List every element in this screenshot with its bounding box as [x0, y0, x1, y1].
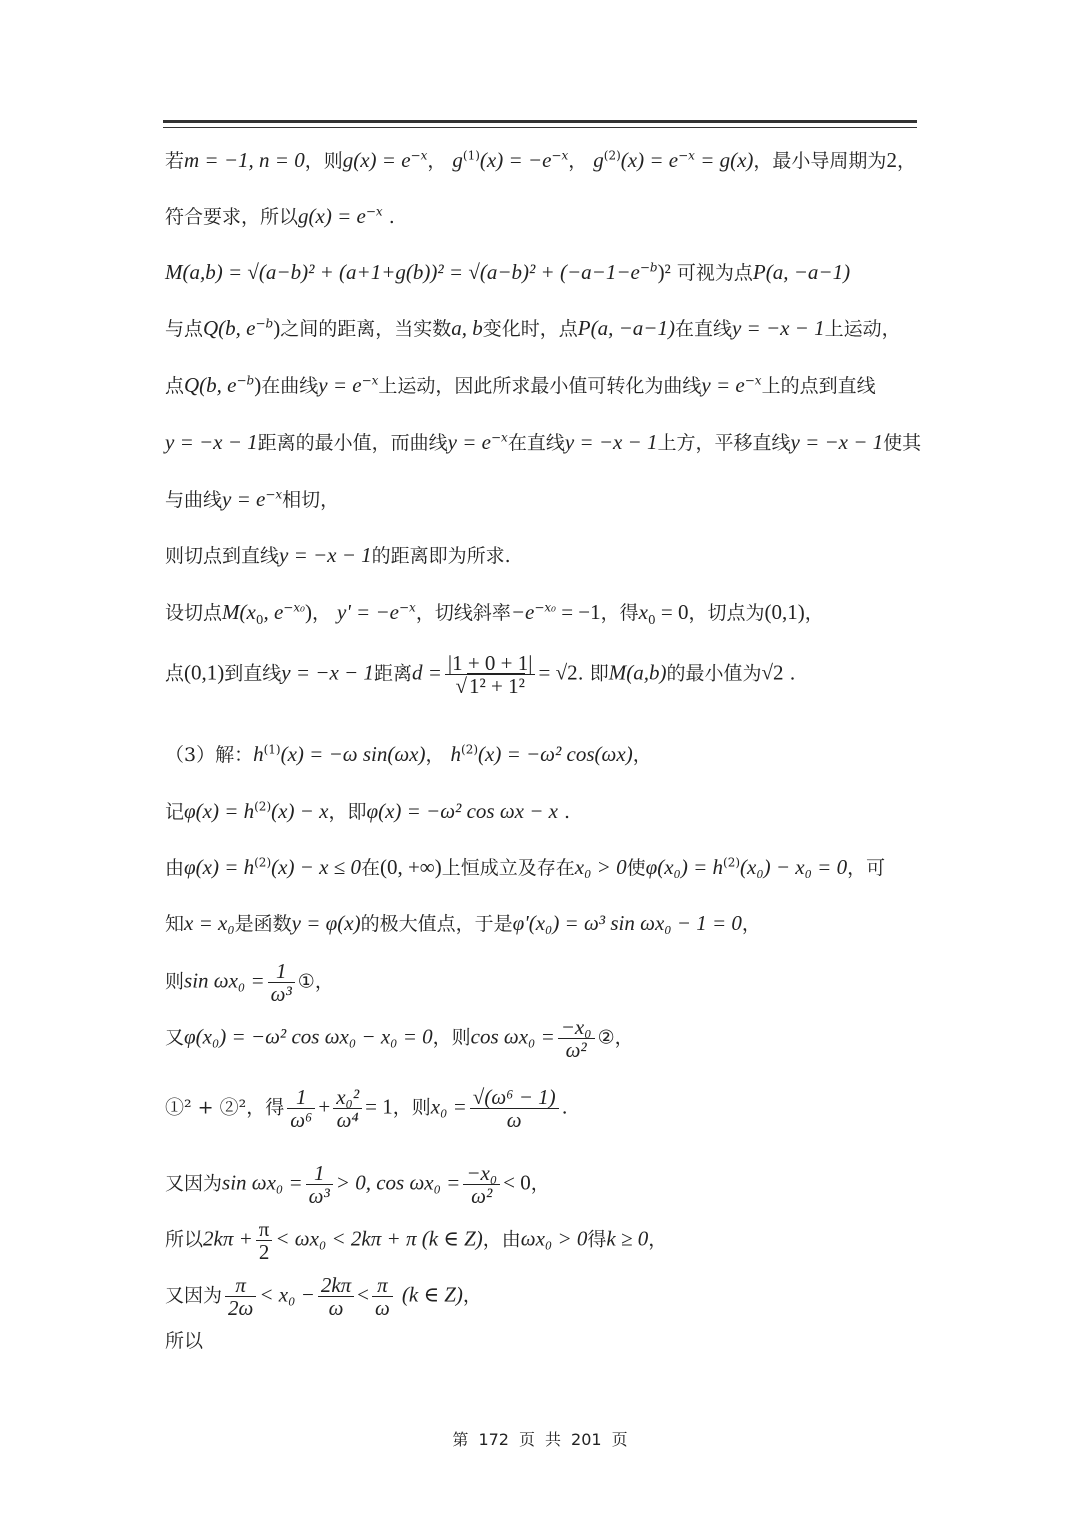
text: ，	[648, 1228, 668, 1251]
text-line-13	[165, 852, 920, 883]
exponent: −x	[678, 148, 695, 163]
text: 所以	[165, 1330, 204, 1352]
math: g(x) = e	[342, 148, 411, 172]
fraction-denominator: 2	[258, 1240, 270, 1264]
math: g(x) = e	[298, 204, 366, 228]
math: Q(b, e	[203, 316, 256, 340]
math: , e	[263, 600, 284, 624]
text: 则	[165, 970, 185, 993]
fraction-denominator: ω⁴	[336, 1108, 359, 1132]
math: (x) = −ω² cos(ωx)	[478, 742, 633, 766]
equation-marker: ①	[297, 970, 315, 993]
text: 的极大值点，于是	[360, 913, 513, 935]
math: k ≥ 0	[606, 1226, 649, 1251]
text-line-1	[165, 145, 920, 176]
math: y = e	[701, 373, 745, 397]
text: 上的点到直线	[761, 375, 876, 397]
exponent: −b	[639, 260, 658, 275]
text: ，	[530, 1172, 550, 1195]
text: 则切点到直线	[165, 545, 280, 567]
text: 所以	[165, 1228, 204, 1251]
math: (k ∈ Z)	[401, 1282, 463, 1307]
exponent: −x	[361, 373, 379, 388]
text-line-5	[165, 370, 920, 401]
fraction-numerator: −x₀	[558, 1016, 595, 1039]
text: 与曲线	[165, 489, 223, 511]
text: 符合要求，所以	[165, 206, 299, 228]
text: 又因为	[165, 1284, 223, 1307]
text-line-15	[165, 960, 920, 1005]
math: y = −x − 1	[790, 430, 884, 454]
math: ωx₀ > 0	[520, 1226, 588, 1251]
exponent: −x₀	[283, 600, 305, 615]
footer-text: 第	[452, 1430, 469, 1449]
fraction	[463, 1162, 500, 1207]
text-line-17	[165, 1086, 920, 1131]
text: 点	[165, 662, 185, 685]
text: 上运动，	[824, 318, 901, 340]
math: )²	[657, 260, 671, 284]
text-line-6	[165, 427, 920, 458]
footer-text: 页	[518, 1430, 535, 1449]
text-line-4	[165, 313, 920, 344]
text: 可视为点	[670, 262, 753, 284]
footer-text: 页	[611, 1430, 628, 1449]
text: ，	[741, 913, 761, 935]
exponent: −b	[236, 373, 255, 388]
subscript: 0	[648, 612, 656, 627]
text: ，即	[328, 801, 367, 823]
math: y' = −e	[337, 600, 399, 624]
text: 由	[165, 857, 185, 879]
text: ，	[314, 970, 334, 993]
fraction-numerator: π	[256, 1218, 273, 1241]
exponent: −x	[744, 373, 762, 388]
math: (x) = −ω sin(ωx)	[280, 742, 426, 766]
header-rule-thick	[163, 120, 917, 123]
text-line-21	[165, 1326, 920, 1356]
text: 距离的最小值，而曲线	[257, 432, 448, 454]
fraction-numerator: 2kπ	[318, 1274, 354, 1297]
math: sin ωx₀ =	[184, 968, 265, 993]
math: φ(x₀) = h	[645, 855, 724, 879]
text: ，则	[392, 1096, 431, 1119]
text: 得	[587, 1228, 607, 1251]
text: 使其	[883, 432, 922, 454]
text-line-9	[165, 597, 920, 628]
math: (x) − x	[271, 799, 329, 823]
text-line-20	[165, 1274, 920, 1319]
math: )	[273, 316, 281, 340]
text-line-8	[165, 540, 920, 571]
page-footer	[0, 1427, 1080, 1450]
text: 距离	[373, 662, 412, 685]
sin-fraction	[268, 960, 295, 1005]
exponent: −x₀	[534, 600, 556, 615]
math: x₀ > 0	[574, 855, 627, 879]
math: (0,1)	[184, 660, 225, 685]
text: ，得	[600, 602, 639, 624]
text: ，	[632, 744, 652, 766]
text: ①² + ②²，得	[165, 1096, 285, 1119]
math: −e	[510, 600, 535, 624]
text: 在曲线	[261, 375, 319, 397]
cos-fraction	[558, 1016, 595, 1061]
text: ，切点为	[688, 602, 765, 624]
fraction	[318, 1274, 354, 1319]
fraction	[372, 1274, 393, 1319]
math: = −1	[555, 600, 601, 624]
math: )	[304, 600, 312, 624]
fraction-denominator: 2ω	[228, 1296, 254, 1320]
text: 使	[626, 857, 646, 879]
fraction-denominator: ω³	[308, 1184, 330, 1208]
fraction-denominator: ω	[328, 1296, 344, 1320]
text: ，	[804, 602, 824, 624]
text: 又	[165, 1026, 185, 1049]
superscript: (2)	[461, 742, 479, 757]
fraction-denominator: ω	[506, 1108, 522, 1132]
text: 在直线	[507, 432, 565, 454]
fraction-denominator: ω²	[471, 1184, 493, 1208]
math: y = −x − 1	[165, 430, 258, 454]
header-rule-thin	[163, 127, 917, 128]
math: < ωx₀ < 2kπ + π (k ∈ Z)	[275, 1226, 483, 1251]
math: y = −x − 1	[279, 543, 372, 567]
math: sin ωx₀ =	[222, 1170, 303, 1195]
math: φ(x₀) = −ω² cos ωx₀ − x₀ = 0	[184, 1024, 433, 1049]
math: y = e	[318, 373, 362, 397]
text: 变化时，点	[482, 318, 578, 340]
math: cos ωx₀ =	[470, 1024, 555, 1049]
math: m = −1, n = 0	[184, 148, 305, 172]
math: (0,1)	[764, 600, 805, 624]
math: φ(x) = −ω² cos ωx − x	[366, 799, 558, 823]
math: = 1	[365, 1094, 393, 1119]
math: M(a,b)	[608, 660, 667, 685]
fraction	[333, 1086, 362, 1131]
math: M(x	[222, 600, 256, 624]
text-line-14	[165, 908, 920, 939]
text: 在直线	[674, 318, 732, 340]
fraction-denominator: ω²	[565, 1038, 587, 1062]
math: > 0, cos ωx₀ =	[335, 1170, 461, 1195]
text: 又因为	[165, 1172, 223, 1195]
fraction-numerator: 1	[306, 1162, 333, 1185]
math: y = φ(x)	[291, 911, 361, 935]
fraction-denominator: √1² + 1²	[455, 674, 525, 698]
equation-marker: ②	[597, 1026, 615, 1049]
text: ，	[427, 150, 447, 172]
text: ，切线斜率	[415, 602, 511, 624]
math: (x) − x ≤ 0	[271, 855, 361, 879]
fraction-numerator: π	[372, 1274, 393, 1297]
math: x	[638, 600, 648, 624]
math: y = −x − 1	[731, 316, 825, 340]
fraction	[470, 1086, 559, 1131]
math: Q(b, e	[184, 373, 237, 397]
text: ，	[462, 1284, 482, 1307]
text: 是函数	[234, 913, 292, 935]
text-line-2	[165, 201, 920, 232]
text: 上方，平移直线	[657, 432, 791, 454]
math: (x₀) − x₀ = 0	[740, 855, 848, 879]
distance-fraction	[445, 652, 536, 697]
text: 上运动，因此所求最小值可转化为曲线	[378, 375, 702, 397]
math: g	[593, 148, 604, 172]
text: 之间的距离，当实数	[280, 318, 452, 340]
math: y = −x − 1	[281, 660, 374, 685]
text: 上恒成立及存在	[441, 857, 575, 879]
math: +	[318, 1094, 331, 1119]
exponent: −x	[365, 204, 383, 219]
fraction-numerator: 1	[268, 960, 295, 983]
superscript: (2)	[254, 799, 272, 814]
math: g	[452, 148, 463, 172]
math: (0, +∞)	[379, 855, 442, 879]
fraction-denominator: ω⁶	[290, 1108, 313, 1132]
fraction-numerator: π	[225, 1274, 256, 1297]
text-line-10	[165, 652, 920, 697]
fraction-numerator: 1	[287, 1086, 315, 1109]
math: h	[253, 742, 264, 766]
math: a, b	[451, 316, 483, 340]
text: 的距离即为所求.	[371, 545, 511, 567]
text: 点	[165, 375, 185, 397]
text: 的最小值为	[666, 662, 762, 685]
superscript: (2)	[603, 148, 621, 163]
math: (x) = −e	[479, 148, 552, 172]
superscript: (1)	[263, 742, 281, 757]
math: P(a, −a−1)	[577, 316, 675, 340]
fraction	[256, 1218, 273, 1263]
text: 到直线	[224, 662, 282, 685]
subscript: 0	[255, 612, 264, 627]
superscript: (2)	[723, 855, 741, 870]
text: ，	[425, 744, 445, 766]
text-line-18	[165, 1162, 920, 1207]
exponent: −x	[410, 148, 428, 163]
text-line-16	[165, 1016, 920, 1061]
text: .	[789, 662, 796, 685]
math: y = −x − 1	[564, 430, 658, 454]
text: 相切，	[282, 489, 340, 511]
text: 与点	[165, 318, 204, 340]
exponent: −b	[255, 316, 274, 331]
math: )	[254, 373, 262, 397]
page-number: 172	[478, 1430, 509, 1449]
text: 记	[165, 801, 185, 823]
text: ，	[568, 150, 588, 172]
math: φ'(x₀) = ω³ sin ωx₀ − 1 = 0	[512, 911, 742, 935]
math: y = e	[447, 430, 491, 454]
text: ，	[896, 150, 916, 172]
math: (x) = e	[620, 148, 679, 172]
text-line-19	[165, 1218, 920, 1263]
text: ，则	[304, 150, 343, 172]
total-pages: 201	[571, 1430, 602, 1449]
text: （3）解：	[165, 744, 254, 766]
text: ，	[311, 602, 331, 624]
math: x₀ =	[430, 1094, 467, 1119]
math: √2	[761, 660, 784, 685]
text: . 即	[577, 662, 609, 685]
fraction-numerator: √(ω⁶ − 1)	[470, 1086, 559, 1109]
math: h	[450, 742, 462, 766]
math: P(a, −a−1)	[752, 260, 851, 284]
math: = √2	[538, 660, 578, 685]
math: = g(x)	[694, 148, 754, 172]
radicand: 1² + 1²	[468, 674, 525, 698]
text: ，由	[482, 1228, 521, 1251]
text: 知	[165, 913, 185, 935]
fraction-numerator: −x₀	[463, 1162, 500, 1185]
text: ，可	[847, 857, 886, 879]
text: 设切点	[165, 602, 223, 624]
fraction	[225, 1274, 256, 1319]
text-line-7	[165, 484, 920, 515]
text: ，	[614, 1026, 634, 1049]
math: = 0	[655, 600, 689, 624]
exponent: −x	[398, 600, 416, 615]
footer-text: 共	[545, 1430, 562, 1449]
exponent: −x	[551, 148, 569, 163]
fraction-denominator: ω	[375, 1296, 390, 1320]
text-line-11	[165, 739, 920, 770]
text-line-12	[165, 796, 920, 827]
math: <	[357, 1282, 369, 1307]
exponent: −x	[490, 430, 508, 445]
math: x = x₀	[184, 911, 235, 935]
fraction	[306, 1162, 333, 1207]
math: M(a,b) = √(a−b)² + (a+1+g(b))² = √(a−b)² + (−a−1−e	[165, 260, 640, 284]
text: .	[561, 1096, 568, 1119]
math: < 0	[503, 1170, 531, 1195]
math: d =	[411, 660, 442, 685]
math: < x₀ −	[259, 1282, 315, 1307]
fraction-denominator: ω³	[270, 982, 292, 1006]
text: 若	[165, 150, 185, 172]
math: φ(x) = h	[184, 855, 255, 879]
fraction-numerator: x₀²	[333, 1086, 362, 1109]
math: y = e	[222, 487, 266, 511]
superscript: (2)	[254, 855, 272, 870]
math: 2kπ +	[203, 1226, 253, 1251]
text: .	[564, 801, 571, 823]
text: .	[388, 206, 395, 228]
math: 2	[886, 148, 897, 172]
fraction	[287, 1086, 315, 1131]
superscript: (1)	[462, 148, 480, 163]
text: ，则	[432, 1026, 471, 1049]
math: φ(x) = h	[184, 799, 255, 823]
text: 在	[360, 857, 380, 879]
text-line-3	[165, 257, 920, 288]
text: ，最小导周期为	[753, 150, 887, 172]
fraction-numerator: |1 + 0 + 1|	[445, 652, 536, 675]
exponent: −x	[265, 487, 283, 502]
